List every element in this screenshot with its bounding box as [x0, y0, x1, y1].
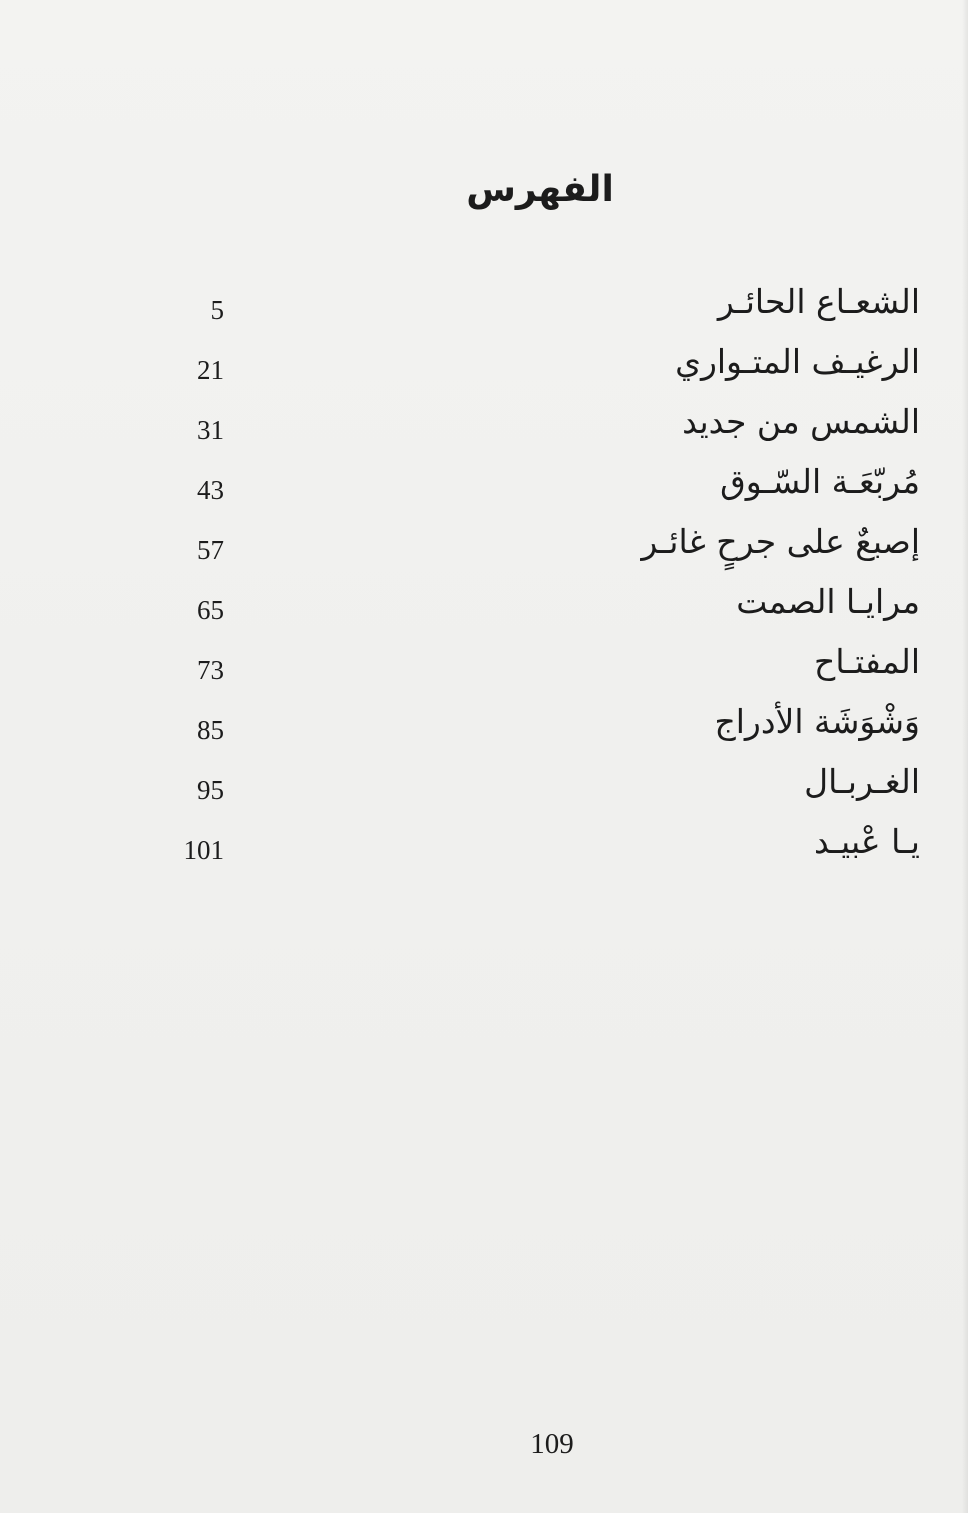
toc-entry-title: يـا عْبيـد [814, 822, 920, 861]
toc-entry [160, 392, 920, 452]
toc-entry-title: المفتـاح [814, 642, 920, 681]
toc-entry-title: الشمس من جديد [682, 402, 920, 441]
toc-entry-title: مُربّعَـة السّـوق [720, 462, 920, 501]
page-number: 109 [530, 1428, 574, 1460]
toc-entry-page: 95 [197, 775, 224, 805]
toc-entry [160, 512, 920, 572]
toc-entry-page: 57 [197, 535, 224, 565]
toc-entry-page: 31 [197, 415, 224, 445]
toc-entry [160, 752, 920, 812]
table-of-contents [160, 272, 920, 872]
toc-entry-title: إصبعٌ على جرحٍ غائـر [641, 522, 920, 561]
toc-entry-title: الرغيـف المتـواري [675, 342, 920, 381]
toc-entry [160, 452, 920, 512]
page-edge-shadow [962, 0, 968, 1513]
toc-entry-page: 85 [197, 715, 224, 745]
toc-entry-page: 73 [197, 655, 224, 685]
toc-entry [160, 812, 920, 872]
toc-entry-page: 101 [183, 835, 224, 865]
toc-heading: الفهرس [466, 169, 614, 210]
toc-entry-title: وَشْوَشَة الأدراج [714, 702, 920, 741]
toc-entry-page: 21 [197, 355, 224, 385]
toc-entry [160, 272, 920, 332]
toc-entry-title: الشعـاع الحائـر [717, 282, 920, 321]
toc-entry-title: مرايـا الصمت [736, 582, 920, 621]
toc-entry [160, 572, 920, 632]
toc-entry-page: 5 [210, 295, 224, 325]
toc-entry-page: 65 [197, 595, 224, 625]
toc-entry-title: الغـربـال [804, 762, 920, 801]
toc-entry [160, 332, 920, 392]
toc-entry [160, 692, 920, 752]
toc-entry-page: 43 [197, 475, 224, 505]
toc-entry [160, 632, 920, 692]
